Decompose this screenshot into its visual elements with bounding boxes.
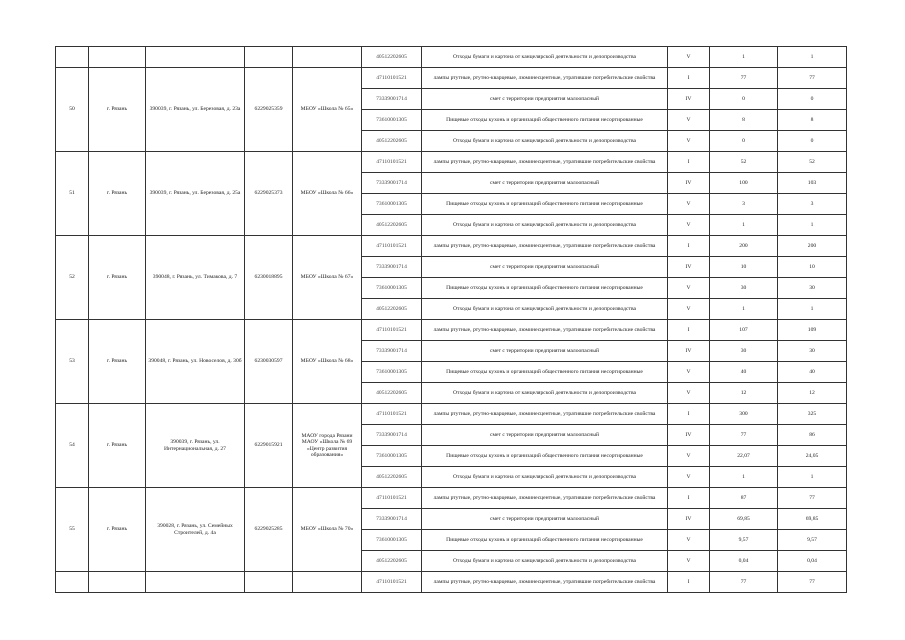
city-cell: г. Рязань xyxy=(89,488,146,572)
organization-name: МАОУ «Школа № 69 «Центр развития образования» xyxy=(301,439,353,458)
waste-name-cell: смет с территории предприятия малоопасный xyxy=(422,173,668,194)
waste-code-cell: 40512202605 xyxy=(362,299,422,320)
quantity-cell: 1 xyxy=(778,467,847,488)
hazard-class-cell: IV xyxy=(668,509,710,530)
quantity-cell: 1 xyxy=(710,299,778,320)
hazard-class-cell: V xyxy=(668,467,710,488)
waste-code-cell: 73610001305 xyxy=(362,278,422,299)
hazard-class-cell: V xyxy=(668,110,710,131)
waste-code-cell: 40512202605 xyxy=(362,467,422,488)
waste-code-cell: 73610001305 xyxy=(362,446,422,467)
organization-cell: МБОУ «Школа № 67» xyxy=(293,236,362,320)
table-row xyxy=(56,68,847,89)
waste-code-cell: 47110101521 xyxy=(362,488,422,509)
city-cell xyxy=(89,572,146,593)
waste-name-cell: лампы ртутные, ртутно-кварцевые, люминесцентные, утратившие потребительские свойства xyxy=(422,572,668,593)
hazard-class-cell: I xyxy=(668,236,710,257)
organization-cell xyxy=(293,404,362,488)
quantity-cell: 1 xyxy=(778,299,847,320)
waste-code-cell: 40512202605 xyxy=(362,383,422,404)
waste-code-cell: 73339001714 xyxy=(362,257,422,278)
hazard-class-cell: I xyxy=(668,488,710,509)
quantity-cell: 0,04 xyxy=(710,551,778,572)
waste-name-cell: смет с территории предприятия малоопасный xyxy=(422,257,668,278)
table-row xyxy=(56,320,847,341)
waste-registry-table xyxy=(55,46,847,593)
quantity-cell: 107 xyxy=(710,320,778,341)
city-cell: г. Рязань xyxy=(89,152,146,236)
waste-code-cell: 40512202605 xyxy=(362,131,422,152)
waste-name-cell: Отходы бумаги и картона от канцелярской деятельности и делопроизводства xyxy=(422,215,668,236)
quantity-cell: 9,57 xyxy=(778,530,847,551)
row-number-cell: 51 xyxy=(56,152,89,236)
quantity-cell: 3 xyxy=(778,194,847,215)
table-row xyxy=(56,47,847,68)
city-cell: г. Рязань xyxy=(89,236,146,320)
table-row xyxy=(56,572,847,593)
waste-name-cell: лампы ртутные, ртутно-кварцевые, люминесцентные, утратившие потребительские свойства xyxy=(422,404,668,425)
waste-code-cell: 73610001305 xyxy=(362,110,422,131)
inn-cell: 6230018895 xyxy=(245,236,293,320)
quantity-cell: 77 xyxy=(710,572,778,593)
quantity-cell: 10 xyxy=(778,257,847,278)
quantity-cell: 8 xyxy=(778,110,847,131)
row-number-cell: 55 xyxy=(56,488,89,572)
table-row xyxy=(56,152,847,173)
hazard-class-cell: I xyxy=(668,572,710,593)
hazard-class-cell: V xyxy=(668,215,710,236)
waste-name-cell: Пищевые отходы кухонь и организаций общественного питания несортированные xyxy=(422,530,668,551)
city-cell: г. Рязань xyxy=(89,68,146,152)
quantity-cell: 40 xyxy=(710,362,778,383)
address-cell xyxy=(146,47,245,68)
inn-cell xyxy=(245,572,293,593)
quantity-cell: 100 xyxy=(710,173,778,194)
quantity-cell: 0 xyxy=(710,89,778,110)
hazard-class-cell: V xyxy=(668,131,710,152)
waste-code-cell: 40512202605 xyxy=(362,215,422,236)
city-cell xyxy=(89,47,146,68)
quantity-cell: 77 xyxy=(710,68,778,89)
waste-code-cell: 47110101521 xyxy=(362,404,422,425)
quantity-cell: 0,04 xyxy=(778,551,847,572)
row-number-cell: 50 xyxy=(56,68,89,152)
waste-name-cell: Отходы бумаги и картона от канцелярской деятельности и делопроизводства xyxy=(422,299,668,320)
quantity-cell: 69,85 xyxy=(778,509,847,530)
waste-name-cell: лампы ртутные, ртутно-кварцевые, люминесцентные, утратившие потребительские свойства xyxy=(422,152,668,173)
quantity-cell: 200 xyxy=(710,236,778,257)
quantity-cell: 12 xyxy=(710,383,778,404)
waste-code-cell: 47110101521 xyxy=(362,152,422,173)
inn-cell: 6230030597 xyxy=(245,320,293,404)
address-cell: 390039, г. Рязань, ул. Интернациональная, д. 27 xyxy=(146,404,245,488)
table-row xyxy=(56,404,847,425)
city-cell: г. Рязань xyxy=(89,404,146,488)
hazard-class-cell: I xyxy=(668,68,710,89)
hazard-class-cell: IV xyxy=(668,425,710,446)
hazard-class-cell: V xyxy=(668,446,710,467)
waste-name-cell: Отходы бумаги и картона от канцелярской деятельности и делопроизводства xyxy=(422,131,668,152)
inn-cell: 6229025359 xyxy=(245,68,293,152)
waste-code-cell: 73610001305 xyxy=(362,194,422,215)
address-cell: 390039, г. Рязань, ул. Березовая, д. 23а xyxy=(146,68,245,152)
address-cell: 390039, г. Рязань, ул. Березовая, д. 25а xyxy=(146,152,245,236)
quantity-cell: 1 xyxy=(710,47,778,68)
waste-name-cell: Отходы бумаги и картона от канцелярской деятельности и делопроизводства xyxy=(422,383,668,404)
hazard-class-cell: I xyxy=(668,404,710,425)
hazard-class-cell: V xyxy=(668,194,710,215)
address-cell xyxy=(146,572,245,593)
hazard-class-cell: V xyxy=(668,278,710,299)
quantity-cell: 1 xyxy=(710,215,778,236)
city-cell: г. Рязань xyxy=(89,320,146,404)
waste-code-cell: 47110101521 xyxy=(362,320,422,341)
quantity-cell: 8 xyxy=(710,110,778,131)
quantity-cell: 1 xyxy=(778,215,847,236)
address-cell: 390048, г. Рязань, ул. Тимакова, д. 7 xyxy=(146,236,245,320)
waste-name-cell: смет с территории предприятия малоопасный xyxy=(422,341,668,362)
quantity-cell: 77 xyxy=(778,572,847,593)
quantity-cell: 103 xyxy=(778,173,847,194)
row-number-cell: 52 xyxy=(56,236,89,320)
table-row xyxy=(56,488,847,509)
waste-code-cell: 47110101521 xyxy=(362,236,422,257)
quantity-cell: 69,85 xyxy=(710,509,778,530)
waste-code-cell: 73339001714 xyxy=(362,89,422,110)
organization-cell xyxy=(293,572,362,593)
waste-code-cell: 40512202605 xyxy=(362,47,422,68)
inn-cell xyxy=(245,47,293,68)
inn-cell: 6229025285 xyxy=(245,488,293,572)
inn-cell: 6229015921 xyxy=(245,404,293,488)
hazard-class-cell: V xyxy=(668,551,710,572)
waste-code-cell: 73339001714 xyxy=(362,509,422,530)
waste-name-cell: Пищевые отходы кухонь и организаций общественного питания несортированные xyxy=(422,446,668,467)
quantity-cell: 77 xyxy=(710,425,778,446)
quantity-cell: 30 xyxy=(710,278,778,299)
row-number-cell xyxy=(56,47,89,68)
waste-name-cell: смет с территории предприятия малоопасный xyxy=(422,425,668,446)
address-cell: 390028, г. Рязань, ул. Семейных Строителей, д. 4а xyxy=(146,488,245,572)
row-number-cell: 53 xyxy=(56,320,89,404)
waste-name-cell: Отходы бумаги и картона от канцелярской деятельности и делопроизводства xyxy=(422,551,668,572)
quantity-cell: 109 xyxy=(778,320,847,341)
quantity-cell: 87 xyxy=(710,488,778,509)
waste-name-cell: лампы ртутные, ртутно-кварцевые, люминесцентные, утратившие потребительские свойства xyxy=(422,488,668,509)
hazard-class-cell: V xyxy=(668,299,710,320)
quantity-cell: 1 xyxy=(710,467,778,488)
quantity-cell: 3 xyxy=(710,194,778,215)
address-cell: 390048, г. Рязань, ул. Новоселов, д. 30б xyxy=(146,320,245,404)
waste-code-cell: 73339001714 xyxy=(362,341,422,362)
quantity-cell: 22,07 xyxy=(710,446,778,467)
waste-name-cell: лампы ртутные, ртутно-кварцевые, люминесцентные, утратившие потребительские свойства xyxy=(422,68,668,89)
organization-prefix: МАОУ города Рязани xyxy=(301,432,353,439)
waste-name-cell: лампы ртутные, ртутно-кварцевые, люминесцентные, утратившие потребительские свойства xyxy=(422,236,668,257)
quantity-cell: 52 xyxy=(778,152,847,173)
waste-name-cell: Отходы бумаги и картона от канцелярской деятельности и делопроизводства xyxy=(422,467,668,488)
quantity-cell: 325 xyxy=(778,404,847,425)
hazard-class-cell: IV xyxy=(668,341,710,362)
waste-name-cell: Отходы бумаги и картона от канцелярской деятельности и делопроизводства xyxy=(422,47,668,68)
waste-code-cell: 47110101521 xyxy=(362,572,422,593)
row-number-cell: 54 xyxy=(56,404,89,488)
hazard-class-cell: I xyxy=(668,320,710,341)
table-row xyxy=(56,236,847,257)
hazard-class-cell: IV xyxy=(668,89,710,110)
waste-name-cell: Пищевые отходы кухонь и организаций общественного питания несортированные xyxy=(422,194,668,215)
waste-name-cell: лампы ртутные, ртутно-кварцевые, люминесцентные, утратившие потребительские свойства xyxy=(422,320,668,341)
row-number-cell xyxy=(56,572,89,593)
quantity-cell: 24,05 xyxy=(778,446,847,467)
waste-code-cell: 73610001305 xyxy=(362,530,422,551)
quantity-cell: 30 xyxy=(778,278,847,299)
quantity-cell: 86 xyxy=(778,425,847,446)
organization-cell xyxy=(293,47,362,68)
hazard-class-cell: V xyxy=(668,383,710,404)
organization-cell: МБОУ «Школа № 66» xyxy=(293,152,362,236)
quantity-cell: 10 xyxy=(710,257,778,278)
hazard-class-cell: V xyxy=(668,362,710,383)
waste-code-cell: 47110101521 xyxy=(362,68,422,89)
waste-code-cell: 73610001305 xyxy=(362,362,422,383)
waste-code-cell: 40512202605 xyxy=(362,551,422,572)
quantity-cell: 300 xyxy=(710,404,778,425)
quantity-cell: 0 xyxy=(778,131,847,152)
quantity-cell: 77 xyxy=(778,68,847,89)
quantity-cell: 40 xyxy=(778,362,847,383)
quantity-cell: 1 xyxy=(778,47,847,68)
organization-cell: МБОУ «Школа № 70» xyxy=(293,488,362,572)
organization-cell: МБОУ «Школа № 65» xyxy=(293,68,362,152)
hazard-class-cell: IV xyxy=(668,173,710,194)
hazard-class-cell: I xyxy=(668,152,710,173)
quantity-cell: 30 xyxy=(710,341,778,362)
hazard-class-cell: V xyxy=(668,47,710,68)
hazard-class-cell: IV xyxy=(668,257,710,278)
waste-code-cell: 73339001714 xyxy=(362,173,422,194)
quantity-cell: 200 xyxy=(778,236,847,257)
quantity-cell: 9,57 xyxy=(710,530,778,551)
quantity-cell: 0 xyxy=(778,89,847,110)
waste-code-cell: 73339001714 xyxy=(362,425,422,446)
quantity-cell: 30 xyxy=(778,341,847,362)
waste-name-cell: смет с территории предприятия малоопасный xyxy=(422,89,668,110)
waste-name-cell: смет с территории предприятия малоопасный xyxy=(422,509,668,530)
inn-cell: 6229025373 xyxy=(245,152,293,236)
quantity-cell: 52 xyxy=(710,152,778,173)
waste-name-cell: Пищевые отходы кухонь и организаций общественного питания несортированные xyxy=(422,110,668,131)
organization-cell: МБОУ «Школа № 68» xyxy=(293,320,362,404)
quantity-cell: 0 xyxy=(710,131,778,152)
waste-name-cell: Пищевые отходы кухонь и организаций общественного питания несортированные xyxy=(422,278,668,299)
quantity-cell: 12 xyxy=(778,383,847,404)
quantity-cell: 77 xyxy=(778,488,847,509)
waste-name-cell: Пищевые отходы кухонь и организаций общественного питания несортированные xyxy=(422,362,668,383)
hazard-class-cell: V xyxy=(668,530,710,551)
